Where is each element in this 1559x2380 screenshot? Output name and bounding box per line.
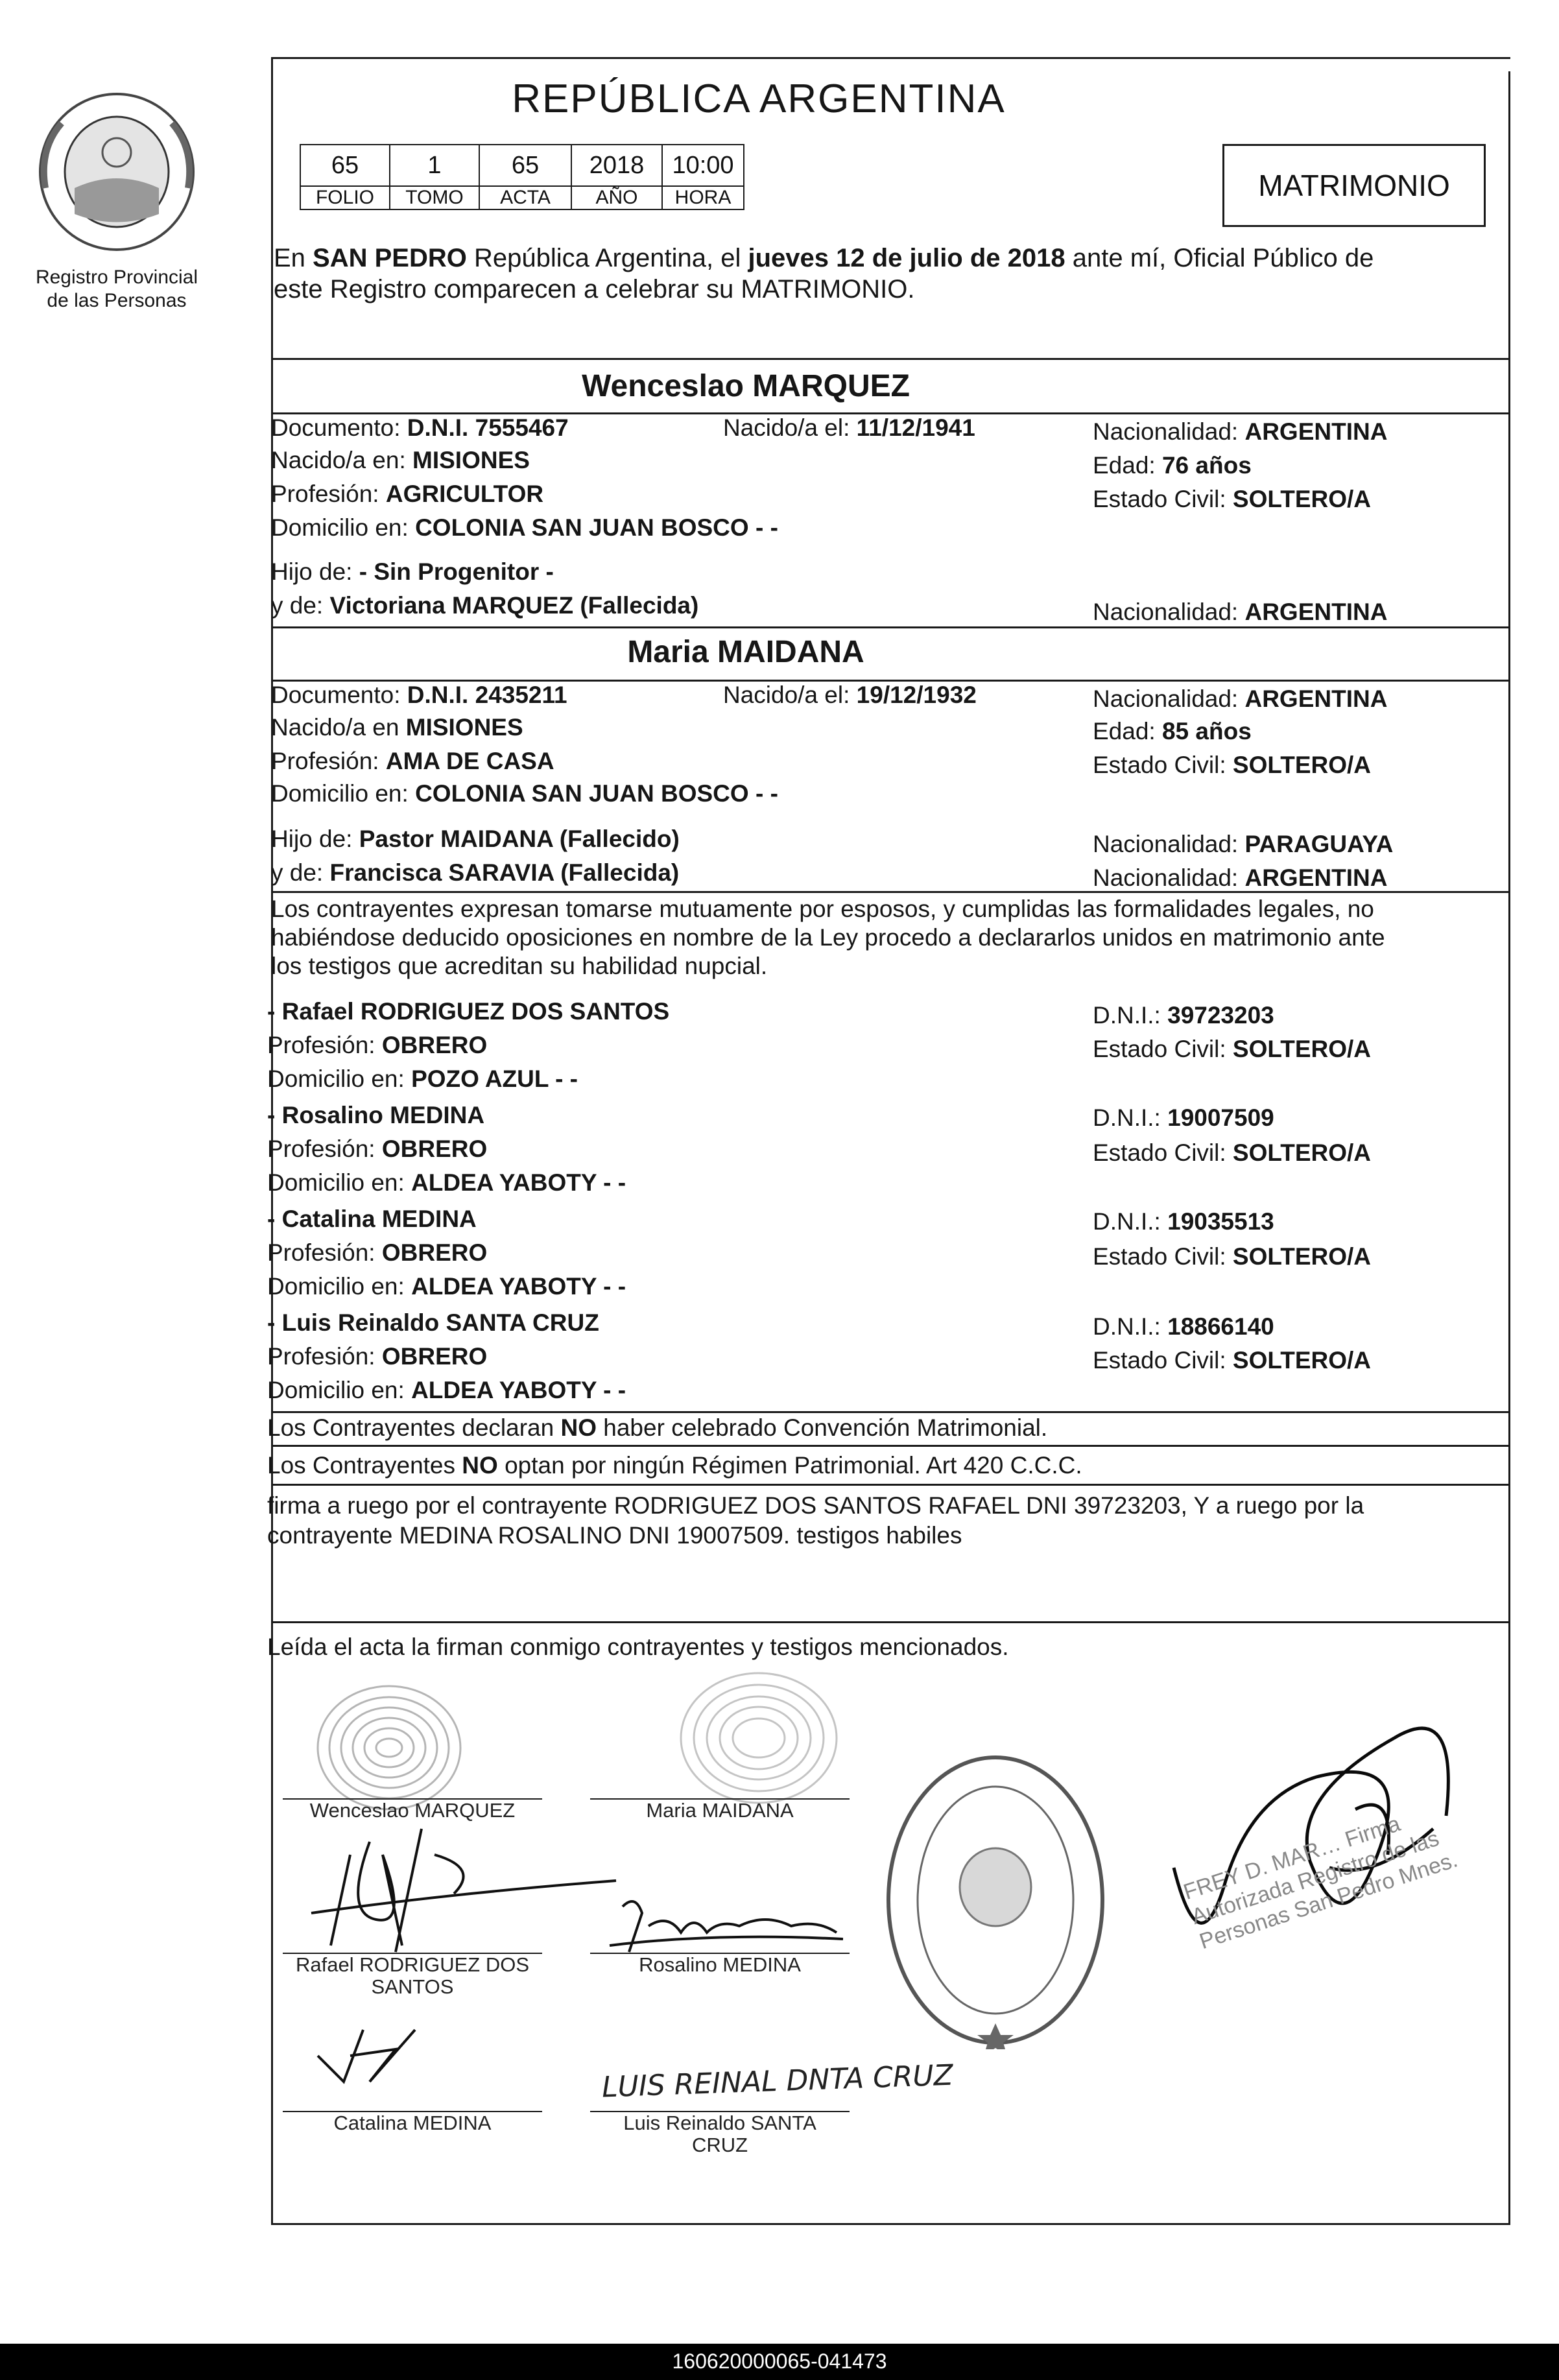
- declaration-line-2: habiéndose deducido oposiciones en nombre de la Ley procedo a declararlos unidos en matrimonio ante: [271, 924, 1385, 951]
- witness-profession: Profesión: OBRERO: [267, 1239, 488, 1266]
- intro-date: jueves 12 de julio de 2018: [748, 244, 1065, 272]
- registry-caption-1: Registro Provincial: [35, 267, 198, 288]
- handwritten-name: LUIS REINAL DNTA CRUZ: [601, 2058, 954, 2104]
- declaration-line-1: Los contrayentes expresan tomarse mutuamente por esposos, y cumplidas las formalidades legales, no: [271, 896, 1374, 922]
- spouse2-mother-nationality: Nacionalidad: ARGENTINA: [1093, 864, 1388, 891]
- folio-label: FOLIO: [300, 186, 390, 209]
- provincial-seal-icon: [36, 91, 198, 253]
- signature-label: SANTOS: [371, 1975, 454, 1998]
- witness-profession: Profesión: OBRERO: [267, 1343, 488, 1370]
- intro-line-2: este Registro comparecen a celebrar su MATRIMONIO.: [274, 275, 915, 303]
- spouse1-name: Wenceslao MARQUEZ: [582, 369, 910, 403]
- spouse1-birth-date: Nacido/a el: 11/12/1941: [723, 414, 975, 441]
- acta-value: 65: [479, 145, 571, 186]
- acta-label: ACTA: [479, 186, 571, 209]
- frame-top: [271, 57, 1510, 59]
- signatures-intro: Leída el acta la firman conmigo contrayentes y testigos mencionados.: [267, 1634, 1009, 1660]
- spouse2-mother: y de: Francisca SARAVIA (Fallecida): [271, 859, 680, 886]
- folio-value: 65: [300, 145, 390, 186]
- divider: [271, 358, 1510, 360]
- spouse2-birth-place: Nacido/a en MISIONES: [271, 714, 523, 741]
- witness-dni: D.N.I.: 39723203: [1093, 1002, 1274, 1029]
- hora-value: 10:00: [662, 145, 744, 186]
- signature-label: Wenceslao MARQUEZ: [309, 1799, 516, 1822]
- divider: [271, 891, 1510, 893]
- fingerprint-icon: [668, 1660, 850, 1809]
- spouse2-father-nationality: Nacionalidad: PARAGUAYA: [1093, 831, 1394, 857]
- declaration-line-3: los testigos que acreditan su habilidad nupcial.: [271, 953, 768, 979]
- witness-profession: Profesión: OBRERO: [267, 1032, 488, 1058]
- anio-label: AÑO: [571, 186, 662, 209]
- frame-right: [1508, 71, 1510, 2224]
- signature-label: Rosalino MEDINA: [639, 1953, 801, 1976]
- witness-name: - Catalina MEDINA: [267, 1206, 477, 1232]
- clause-convention: Los Contrayentes declaran NO haber celebrado Convención Matrimonial.: [267, 1414, 1048, 1441]
- anio-value: 2018: [571, 145, 662, 186]
- notes-line-2: contrayente MEDINA ROSALINO DNI 19007509. testigos habiles: [267, 1522, 962, 1549]
- witness-dni: D.N.I.: 18866140: [1093, 1313, 1274, 1340]
- official-stamp-text: FREY D. MAR… Firma Autorizada Registro de las Personas San Pedro Mnes.: [1180, 1811, 1461, 1955]
- divider: [271, 1621, 1510, 1623]
- spouse2-birth-date: Nacido/a el: 19/12/1932: [723, 682, 977, 708]
- witness-name: - Rafael RODRIGUEZ DOS SANTOS: [267, 998, 670, 1025]
- witness-profession: Profesión: OBRERO: [267, 1136, 488, 1162]
- clause-regime: Los Contrayentes NO optan por ningún Régimen Patrimonial. Art 420 C.C.C.: [267, 1452, 1082, 1479]
- signature-label: Maria MAIDANA: [646, 1799, 794, 1822]
- spouse1-birth-place: Nacido/a en: MISIONES: [271, 447, 530, 473]
- spouse1-father: Hijo de: - Sin Progenitor -: [271, 558, 554, 585]
- witness-civil-status: Estado Civil: SOLTERO/A: [1093, 1036, 1372, 1062]
- spouse1-mother: y de: Victoriana MARQUEZ (Fallecida): [271, 592, 699, 619]
- spouse2-age: Edad: 85 años: [1093, 718, 1252, 744]
- witness-address: Domicilio en: ALDEA YABOTY - -: [267, 1377, 626, 1403]
- spouse2-civil-status: Estado Civil: SOLTERO/A: [1093, 752, 1372, 778]
- witness-name: - Luis Reinaldo SANTA CRUZ: [267, 1309, 599, 1336]
- spouse1-age: Edad: 76 años: [1093, 452, 1252, 479]
- witness-civil-status: Estado Civil: SOLTERO/A: [1093, 1139, 1372, 1166]
- signature-rodriguez-icon: [285, 1816, 623, 1965]
- notes-line-1: firma a ruego por el contrayente RODRIGUEZ DOS SANTOS RAFAEL DNI 39723203, Y a ruego por la: [267, 1492, 1364, 1519]
- spouse1-nationality: Nacionalidad: ARGENTINA: [1093, 418, 1388, 445]
- witness-dni: D.N.I.: 19035513: [1093, 1208, 1274, 1235]
- registry-round-seal-icon: [882, 1751, 1109, 2049]
- witness-address: Domicilio en: POZO AZUL - -: [267, 1065, 578, 1092]
- spouse2-document: Documento: D.N.I. 2435211: [271, 682, 567, 708]
- document-title: REPÚBLICA ARGENTINA: [512, 77, 1006, 121]
- signature-label: Catalina MEDINA: [333, 2112, 492, 2134]
- divider: [271, 1484, 1510, 1486]
- intro-line-1: En SAN PEDRO República Argentina, el jueves 12 de julio de 2018 ante mí, Oficial Público de: [274, 244, 1374, 272]
- divider: [271, 1445, 1510, 1447]
- signature-label: CRUZ: [691, 2134, 748, 2156]
- divider: [271, 1411, 1510, 1413]
- witness-civil-status: Estado Civil: SOLTERO/A: [1093, 1243, 1372, 1270]
- intro-place: SAN PEDRO: [313, 244, 467, 272]
- act-reference-table: [300, 144, 744, 210]
- tomo-label: TOMO: [390, 186, 479, 209]
- witness-dni: D.N.I.: 19007509: [1093, 1104, 1274, 1131]
- signature-catalina-icon: [305, 2017, 422, 2088]
- spouse1-profession: Profesión: AGRICULTOR: [271, 481, 544, 507]
- fingerprint-icon: [305, 1673, 473, 1816]
- registry-caption-2: de las Personas: [47, 290, 187, 311]
- spouse2-address: Domicilio en: COLONIA SAN JUAN BOSCO - -: [271, 780, 778, 807]
- spouse1-address: Domicilio en: COLONIA SAN JUAN BOSCO - -: [271, 514, 778, 541]
- spouse2-father: Hijo de: Pastor MAIDANA (Fallecido): [271, 826, 680, 852]
- signature-rosalino-icon: [584, 1887, 856, 1958]
- act-type-box: MATRIMONIO: [1222, 144, 1486, 227]
- spouse1-mother-nationality: Nacionalidad: ARGENTINA: [1093, 599, 1388, 625]
- frame-bottom: [271, 2223, 1510, 2225]
- spouse2-profession: Profesión: AMA DE CASA: [271, 748, 554, 774]
- witness-address: Domicilio en: ALDEA YABOTY - -: [267, 1273, 626, 1300]
- hora-label: HORA: [662, 186, 744, 209]
- tomo-value: 1: [390, 145, 479, 186]
- spouse2-nationality: Nacionalidad: ARGENTINA: [1093, 685, 1388, 712]
- witness-civil-status: Estado Civil: SOLTERO/A: [1093, 1347, 1372, 1374]
- spouse1-document: Documento: D.N.I. 7555467: [271, 414, 569, 441]
- spouse1-civil-status: Estado Civil: SOLTERO/A: [1093, 486, 1372, 512]
- witness-name: - Rosalino MEDINA: [267, 1102, 485, 1128]
- witness-address: Domicilio en: ALDEA YABOTY - -: [267, 1169, 626, 1196]
- footer-code: 160620000065-041473: [672, 2350, 887, 2373]
- divider: [271, 626, 1510, 628]
- signature-label: Luis Reinaldo SANTA: [623, 2112, 816, 2134]
- signature-label: Rafael RODRIGUEZ DOS: [295, 1953, 529, 1976]
- spouse2-name: Maria MAIDANA: [627, 635, 864, 669]
